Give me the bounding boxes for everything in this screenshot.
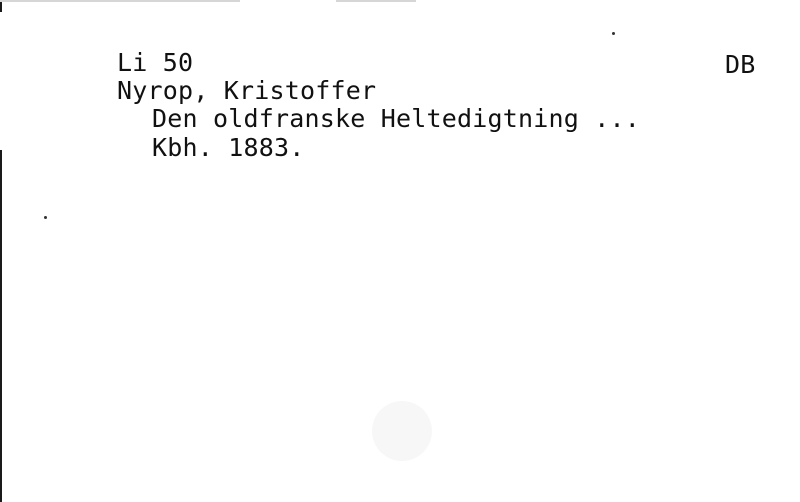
card-top-mark-left — [0, 0, 240, 2]
library-code: DB — [725, 50, 756, 79]
card-left-edge — [0, 150, 2, 502]
call-number: Li 50 — [117, 48, 194, 77]
card-top-mark-right — [336, 0, 416, 2]
ink-speck — [612, 32, 615, 35]
imprint: Kbh. 1883. — [152, 133, 305, 162]
book-title: Den oldfranske Heltedigtning ... — [152, 104, 641, 133]
punch-hole — [372, 401, 432, 461]
author-name: Nyrop, Kristoffer — [117, 76, 377, 105]
ink-speck — [44, 216, 47, 219]
